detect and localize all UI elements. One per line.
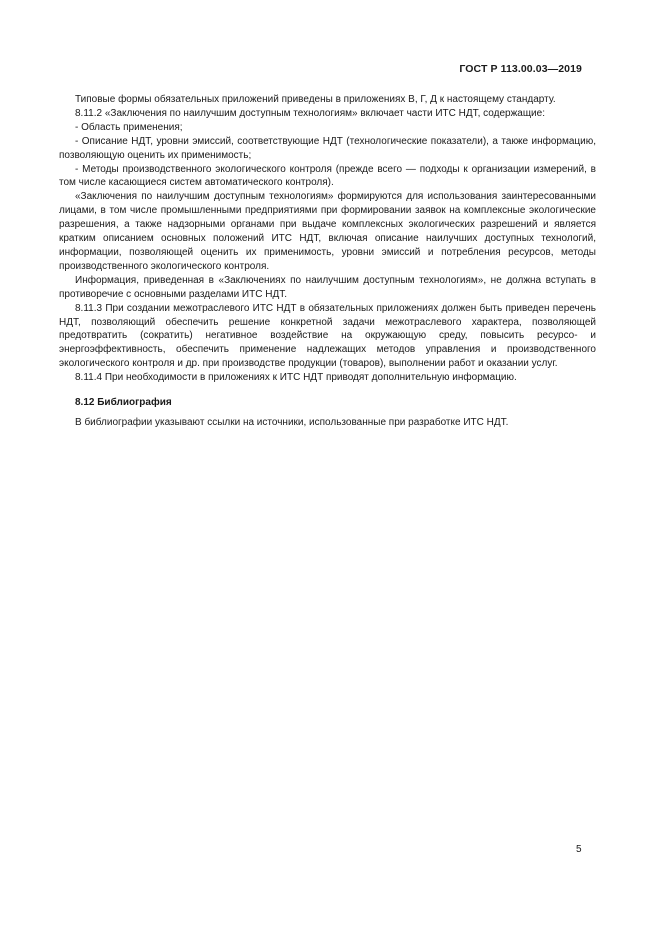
paragraph: 8.11.3 При создании межотраслевого ИТС НДТ в обязательных приложениях должен быть приведен перечень НДТ, позволяющий обеспечить решение конкретной задачи межотраслевого характера, позволяющей предотвратить (сократить) негативное воздействие на окружающую среду, повысить ресурсо- и энергоэффективность, обеспечить применение надлежащих методов управления и производственного экологического контроля и др. при производстве продукции (товаров), выполнении работ и оказании услуг. [59, 302, 596, 370]
paragraph: «Заключения по наилучшим доступным технологиям» формируются для использования заинтересованными лицами, в том числе промышленными предприятиями при формировании заявок на комплексные экологические разрешения, а также надзорными органами при выдаче комплексных экологических разрешений и является кратким описанием основных положений ИТС НДТ, включая описание наилучших доступных технологий, информации, позволяющей оценить их применимость, уровни эмиссий и потребления ресурсов, методы производственного экологического контроля. [59, 191, 596, 272]
paragraph: 8.11.2 «Заключения по наилучшим доступным технологиям» включает части ИТС НДТ, содержащие: [75, 107, 545, 119]
page-number: 5 [576, 844, 582, 855]
section-heading: 8.12 Библиография [75, 397, 172, 409]
paragraph: 8.11.4 При необходимости в приложениях к ИТС НДТ приводят дополнительную информацию. [75, 372, 517, 384]
list-item: - Методы производственного экологического контроля (прежде всего — подходы к организации измерений, в том числе касающиеся систем автоматического контроля). [59, 163, 596, 189]
list-item: - Область применения; [75, 121, 183, 133]
paragraph: Типовые формы обязательных приложений приведены в приложениях В, Г, Д к настоящему стандарту. [75, 94, 556, 105]
paragraph: В библиографии указывают ссылки на источники, использованные при разработке ИТС НДТ. [75, 416, 509, 428]
paragraph: Информация, приведенная в «Заключениях по наилучшим доступным технологиям», не должна вступать в противоречие с основными разделами ИТС НДТ. [59, 274, 596, 300]
list-item: - Описание НДТ, уровни эмиссий, соответствующие НДТ (технологические показатели), а также информацию, позволяющую оценить их применимость; [59, 135, 596, 161]
page-body [59, 93, 596, 430]
document-code-header: ГОСТ Р 113.00.03—2019 [459, 63, 582, 75]
